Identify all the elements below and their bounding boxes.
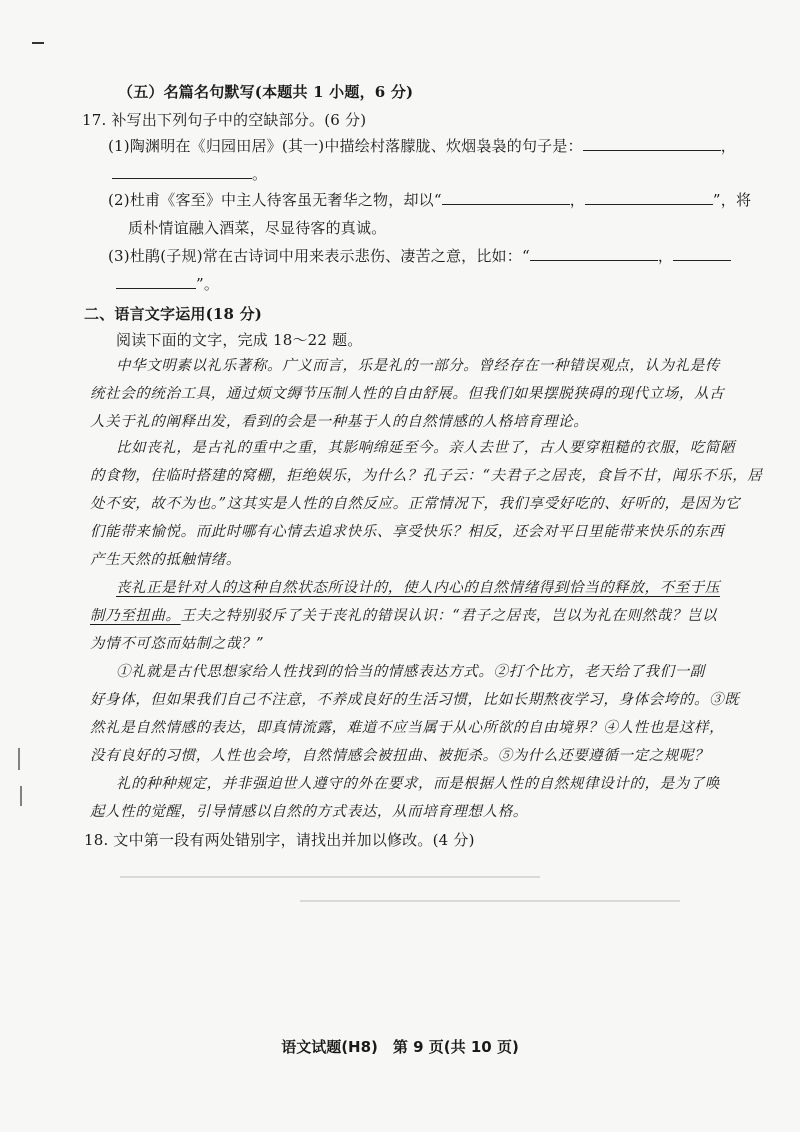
answer-blank[interactable] [442, 190, 570, 205]
passage-line: ①礼就是古代思想家给人性找到的恰当的情感表达方式。②打个比方，老天给了我们一副 [116, 664, 705, 680]
section5-title: （五）名篇名句默写(本题共 1 小题，6 分) [118, 83, 414, 101]
instruction: 阅读下面的文字，完成 18～22 题。 [116, 331, 363, 349]
q17-item1-period: 。 [252, 165, 268, 183]
underlined-sentence: 丧礼正是针对人的这种自然状态所设计的，使人内心的自然情绪得到恰当的释放，不至于压 [116, 580, 720, 596]
answer-blank[interactable] [673, 246, 731, 261]
q17-item1-text: (1)陶渊明在《归园田居》(其一)中描绘村落朦胧、炊烟袅袅的句子是： [108, 137, 583, 155]
q17-item2 [108, 190, 751, 210]
margin-mark [20, 786, 22, 806]
passage-line [90, 606, 717, 626]
passage-line: 为情不可恣而姑制之哉？” [90, 636, 265, 652]
passage-line: 礼的种种规定，并非强迫世人遵守的外在要求，而是根据人性的自然规律设计的，是为了唤 [116, 776, 720, 792]
q17-item1-cont [112, 164, 267, 184]
q17-item1 [108, 136, 736, 156]
passage-line: 人关于礼的阐释出发，看到的会是一种基于人的自然情感的人格培育理论。 [90, 414, 589, 430]
margin-mark [18, 748, 20, 770]
passage-line: 起人性的觉醒，引导情感以自然的方式表达，从而培育理想人格。 [90, 804, 528, 820]
bleed-through [300, 900, 680, 902]
answer-blank[interactable] [585, 190, 713, 205]
bleed-through [120, 876, 540, 878]
q17-item3-cont [116, 274, 219, 294]
q17-item3-text: (3)杜鹃(子规)常在古诗词中用来表示悲伤、凄苦之意，比如：“ [108, 247, 530, 265]
q17-item2-text: (2)杜甫《客至》中主人待客虽无奢华之物，却以“ [108, 191, 442, 209]
section2-title: 二、语言文字运用(18 分) [84, 305, 263, 323]
passage-line: 处不安，故不为也。”这其实是人性的自然反应。正常情况下，我们享受好吃的、好听的，是因为它 [90, 496, 741, 512]
passage-line: 比如丧礼，是古礼的重中之重，其影响绵延至今。亲人去世了，古人要穿粗糙的衣服，吃简陋 [116, 440, 736, 456]
q18-stem: 18. 文中第一段有两处错别字，请找出并加以修改。(4 分) [84, 831, 475, 849]
passage-line: 中华文明素以礼乐著称。广义而言，乐是礼的一部分。曾经存在一种错误观点，认为礼是传 [116, 358, 720, 374]
passage-line-rest: 王夫之特别驳斥了关于丧礼的错误认识：“君子之居丧，岂以为礼在则然哉？岂以 [180, 608, 718, 624]
passage-line: 没有良好的习惯，人性也会垮，自然情感会被扭曲、被扼杀。⑤为什么还要遵循一定之规呢？ [90, 748, 710, 764]
answer-blank[interactable] [116, 274, 196, 289]
passage-line: 们能带来愉悦。而此时哪有心情去追求快乐、享受快乐？相反，还会对平日里能带来快乐的东西 [90, 524, 725, 540]
q17-item3-end: ”。 [196, 275, 220, 293]
passage-line: 的食物，住临时搭建的窝棚，拒绝娱乐，为什么？孔子云：“夫君子之居丧，食旨不甘，闻乐不乐，居 [90, 468, 763, 484]
q17-item2-comma: ， [569, 191, 585, 209]
q17-item2-end: ”，将 [712, 191, 752, 209]
passage-line: 好身体，但如果我们自己不注意，不养成良好的生活习惯，比如长期熬夜学习，身体会垮的。③既 [90, 692, 740, 708]
answer-blank[interactable] [530, 246, 658, 261]
answer-blank[interactable] [112, 164, 252, 179]
passage-line: 产生天然的抵触情绪。 [90, 552, 241, 568]
answer-blank[interactable] [583, 136, 721, 151]
q17-item3-comma: ， [657, 247, 674, 265]
q17-item1-comma: ， [720, 137, 736, 155]
passage-line: 然礼是自然情感的表达，即真情流露，难道不应当属于从心所欲的自由境界？④人性也是这样， [90, 720, 725, 736]
q17-item3 [108, 246, 731, 266]
q17-item2-cont: 质朴情谊融入酒菜，尽显待客的真诚。 [128, 219, 387, 237]
underlined-sentence-end: 制乃至扭曲。 [90, 608, 181, 624]
passage-line: 统社会的统治工具，通过烦文缛节压制人性的自由舒展。但我们如果摆脱狭碍的现代立场，从古 [90, 386, 725, 402]
scan-mark [32, 42, 44, 44]
q17-stem: 17. 补写出下列句子中的空缺部分。(6 分) [82, 111, 367, 129]
page-footer: 语文试题(H8) 第 9 页(共 10 页) [281, 1038, 519, 1056]
